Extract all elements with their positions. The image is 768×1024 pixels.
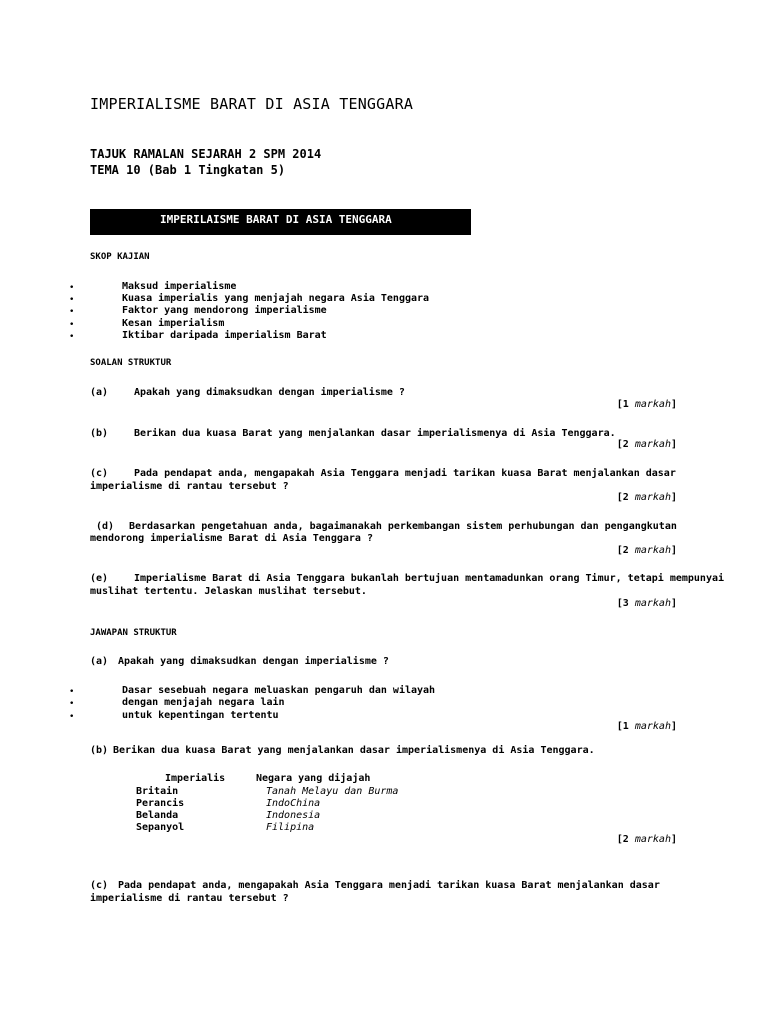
document-title: IMPERIALISME BARAT DI ASIA TENGGARA — [90, 95, 414, 113]
skop-item: Maksud imperialisme — [122, 281, 237, 292]
table-cell-power: Sepanyol — [136, 822, 185, 833]
question-label: (a) — [90, 387, 109, 398]
skop-item: Kesan imperialism — [122, 318, 225, 329]
table-cell-power: Britain — [136, 786, 179, 797]
table-cell-country: Indonesia — [266, 810, 321, 821]
answer-question: Berikan dua kuasa Barat yang menjalankan dasar imperialismenya di Asia Tenggara. — [113, 745, 595, 756]
answer-point: dengan menjajah negara lain — [122, 697, 285, 708]
answer-label: (a) — [90, 656, 109, 667]
question-text: Berdasarkan pengetahuan anda, bagaimanakah perkembangan sistem perhubungan dan pengangkutan — [129, 521, 677, 532]
skop-item: Faktor yang mendorong imperialisme — [122, 305, 327, 316]
bullet-icon: • — [69, 320, 75, 330]
document-subtitle: TAJUK RAMALAN SEJARAH 2 SPM 2014 — [90, 147, 322, 161]
table-cell-power: Belanda — [136, 810, 179, 821]
question-text-cont: imperialisme di rantau tersebut ? — [90, 481, 289, 492]
bullet-icon: • — [69, 712, 75, 722]
question-label: (c) — [90, 468, 109, 479]
marks-label: [2 markah] — [616, 492, 677, 503]
answer-question: Apakah yang dimaksudkan dengan imperialisme ? — [118, 656, 389, 667]
question-text: Berikan dua kuasa Barat yang menjalankan dasar imperialismenya di Asia Tenggara. — [134, 428, 616, 439]
answer-point: untuk kepentingan tertentu — [122, 710, 279, 721]
skop-heading: SKOP KAJIAN — [90, 252, 150, 262]
question-text-cont: muslihat tertentu. Jelaskan muslihat tersebut. — [90, 586, 367, 597]
answer-question: Pada pendapat anda, mengapakah Asia Tenggara menjadi tarikan kuasa Barat menjalankan dasar — [118, 880, 660, 891]
question-label: (d) — [96, 521, 115, 532]
answer-label: (c) — [90, 880, 109, 891]
bullet-icon: • — [69, 687, 75, 697]
question-text: Pada pendapat anda, mengapakah Asia Tenggara menjadi tarikan kuasa Barat menjalankan dasar — [134, 468, 676, 479]
title-banner — [90, 209, 471, 235]
bullet-icon: • — [69, 283, 75, 293]
table-cell-power: Perancis — [136, 798, 185, 809]
table-cell-country: Filipina — [266, 822, 315, 833]
answer-point: Dasar sesebuah negara meluaskan pengaruh dan wilayah — [122, 685, 436, 696]
question-text-cont: mendorong imperialisme Barat di Asia Tenggara ? — [90, 533, 373, 544]
marks-label: [3 markah] — [616, 598, 677, 609]
marks-label: [1 markah] — [616, 399, 677, 410]
table-header-imperialis: Imperialis — [165, 773, 226, 784]
bullet-icon: • — [69, 332, 75, 342]
marks-label: [1 markah] — [616, 721, 677, 732]
question-text: Apakah yang dimaksudkan dengan imperialisme ? — [134, 387, 405, 398]
bullet-icon: • — [69, 295, 75, 305]
question-text: Imperialisme Barat di Asia Tenggara bukanlah bertujuan mentamadunkan orang Timur, tetapi mempunyai — [134, 573, 725, 584]
soalan-heading: SOALAN STRUKTUR — [90, 358, 172, 368]
table-cell-country: Tanah Melayu dan Burma — [266, 786, 399, 797]
bullet-icon: • — [69, 307, 75, 317]
document-theme: TEMA 10 (Bab 1 Tingkatan 5) — [90, 163, 286, 177]
question-label: (e) — [90, 573, 109, 584]
skop-item: Iktibar daripada imperialism Barat — [122, 330, 327, 341]
answer-label: (b) — [90, 745, 109, 756]
question-label: (b) — [90, 428, 109, 439]
skop-item: Kuasa imperialis yang menjajah negara Asia Tenggara — [122, 293, 430, 304]
table-header-negara: Negara yang dijajah — [256, 773, 371, 784]
marks-label: [2 markah] — [616, 439, 677, 450]
bullet-icon: • — [69, 699, 75, 709]
jawapan-heading: JAWAPAN STRUKTUR — [90, 628, 177, 638]
marks-label: [2 markah] — [616, 834, 677, 845]
banner-text: IMPERILAISME BARAT DI ASIA TENGGARA — [160, 213, 392, 226]
answer-question-cont: imperialisme di rantau tersebut ? — [90, 893, 289, 904]
marks-label: [2 markah] — [616, 545, 677, 556]
table-cell-country: IndoChina — [266, 798, 321, 809]
